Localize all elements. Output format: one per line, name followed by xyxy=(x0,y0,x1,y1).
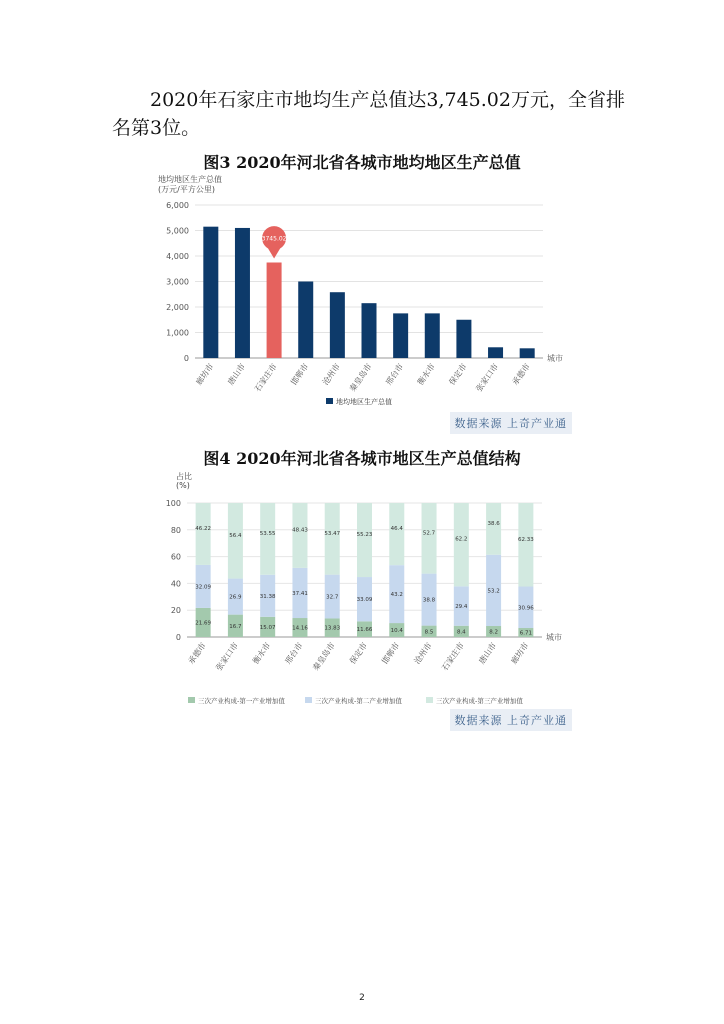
x-tick-label: 承德市 xyxy=(186,640,208,666)
x-tick-label: 邯郸市 xyxy=(380,640,402,666)
data-label: 52.7 xyxy=(422,530,436,537)
y-axis-label: (万元/平方公里) xyxy=(158,185,215,194)
data-label: 46.22 xyxy=(195,525,212,532)
data-label: 43.2 xyxy=(390,592,403,599)
data-label: 33.09 xyxy=(356,597,373,604)
bar xyxy=(203,227,218,358)
bar xyxy=(235,228,250,358)
bar xyxy=(298,282,313,359)
stacked-bar-segment xyxy=(454,503,469,586)
x-axis-label: 城市 xyxy=(546,633,562,642)
y-tick-label: 0 xyxy=(175,633,181,642)
y-tick-label: 3,000 xyxy=(166,277,189,287)
y-tick-label: 6,000 xyxy=(166,201,189,210)
data-label: 38.8 xyxy=(422,597,436,604)
data-label: 56.4 xyxy=(229,532,242,539)
bar xyxy=(330,292,345,358)
stacked-bar-segment xyxy=(228,503,243,579)
stacked-bar-segment xyxy=(292,503,307,568)
chart1-source-badge: 数据来源 上奇产业通 xyxy=(450,412,573,434)
x-tick-label: 唐山市 xyxy=(225,361,248,387)
bar xyxy=(520,348,535,358)
chart2 xyxy=(150,467,590,707)
x-tick-label: 邯郸市 xyxy=(289,361,311,387)
stacked-bar-segment xyxy=(486,503,501,555)
data-label: 16.7 xyxy=(229,623,242,630)
x-tick-label: 邢台市 xyxy=(384,361,406,387)
data-label: 46.4 xyxy=(390,526,403,533)
x-tick-label: 邢台市 xyxy=(283,640,305,666)
page-number: 2 xyxy=(359,993,365,1003)
x-tick-label: 衡水市 xyxy=(415,361,437,387)
legend-label: 地均地区生产总值 xyxy=(336,398,392,406)
y-tick-label: 20 xyxy=(170,606,181,616)
data-label: 21.69 xyxy=(195,620,212,627)
y-tick-label: 1,000 xyxy=(166,328,189,338)
bar xyxy=(425,313,440,358)
data-label: 62.2 xyxy=(455,536,468,543)
legend-swatch xyxy=(426,697,433,703)
legend-label: 三次产业构成-第一产业增加值 xyxy=(198,697,285,705)
x-tick-label: 承德市 xyxy=(510,361,532,387)
data-label: 53.55 xyxy=(259,530,276,537)
y-axis-label: 地均地区生产总值 xyxy=(158,175,222,184)
x-tick-label: 唐山市 xyxy=(477,640,499,666)
y-tick-label: 4,000 xyxy=(166,252,189,261)
stacked-bar-segment xyxy=(357,503,372,577)
x-tick-label: 沧州市 xyxy=(320,361,343,387)
intro-paragraph: 2020年石家庄市地均生产总值达3,745.02万元，全省排名第3位。 xyxy=(112,89,625,139)
stacked-bar-segment xyxy=(422,503,437,574)
stacked-bar-segment xyxy=(196,503,211,565)
bar xyxy=(488,347,503,358)
legend-label: 三次产业构成-第三产业增加值 xyxy=(436,697,523,705)
x-tick-label: 秦皇岛市 xyxy=(311,640,337,673)
data-label: 55.23 xyxy=(356,532,373,539)
data-label: 13.83 xyxy=(324,625,341,632)
chart1-svg xyxy=(150,172,590,412)
data-label: 30.96 xyxy=(517,605,534,612)
y-tick-label: 5,000 xyxy=(166,226,189,236)
x-tick-label: 沧州市 xyxy=(412,640,434,666)
data-label: 38.6 xyxy=(487,520,500,527)
data-label: 29.4 xyxy=(455,604,468,611)
legend-swatch xyxy=(305,697,312,703)
data-label: 32.7 xyxy=(326,594,339,601)
legend-swatch xyxy=(188,697,195,703)
x-tick-label: 廊坊市 xyxy=(509,640,531,666)
x-axis-label: 城市 xyxy=(547,354,563,363)
stacked-bar-segment xyxy=(260,503,275,575)
data-label: 53.2 xyxy=(487,588,500,595)
chart1 xyxy=(150,172,590,412)
data-label: 32.09 xyxy=(195,584,212,591)
data-label: 26.9 xyxy=(229,594,242,601)
y-tick-label: 40 xyxy=(170,579,181,589)
x-tick-label: 张家口市 xyxy=(474,361,501,394)
data-label: 14.16 xyxy=(292,625,308,632)
x-tick-label: 石家庄市 xyxy=(440,640,466,673)
x-tick-label: 保定市 xyxy=(447,361,469,387)
chart1-title: 图3 2020年河北省各城市地均地区生产总值 xyxy=(203,153,521,172)
data-label: 37.41 xyxy=(292,590,308,597)
data-label: 15.07 xyxy=(259,624,276,631)
x-tick-label: 石家庄市 xyxy=(253,361,279,394)
stacked-bar-segment xyxy=(518,503,533,587)
bar xyxy=(456,320,471,358)
data-label: 48.43 xyxy=(292,527,308,534)
y-axis-label: 占比 xyxy=(176,472,192,481)
data-label: 62.33 xyxy=(517,536,534,543)
y-tick-label: 80 xyxy=(170,525,181,535)
data-label: 8.4 xyxy=(456,629,466,636)
data-label: 10.4 xyxy=(390,628,403,635)
data-label: 11.66 xyxy=(356,627,373,634)
y-tick-label: 2,000 xyxy=(166,303,189,312)
y-tick-label: 100 xyxy=(165,499,181,508)
chart2-source-badge: 数据来源 上奇产业通 xyxy=(450,709,573,731)
stacked-bar-segment xyxy=(389,503,404,565)
stacked-bar-segment xyxy=(325,503,340,575)
y-axis-label: (%) xyxy=(176,481,190,490)
y-tick-label: 60 xyxy=(170,552,181,562)
data-label: 3745.02 xyxy=(261,235,287,243)
chart2-svg xyxy=(150,467,590,707)
data-label: 31.38 xyxy=(259,593,276,600)
bar xyxy=(267,263,282,358)
data-label: 8.2 xyxy=(489,629,498,636)
y-tick-label: 0 xyxy=(183,354,189,363)
data-label: 6.71 xyxy=(519,630,532,637)
x-tick-label: 廊坊市 xyxy=(194,361,216,387)
x-tick-label: 衡水市 xyxy=(251,640,273,666)
legend-label: 三次产业构成-第二产业增加值 xyxy=(315,697,402,705)
x-tick-label: 张家口市 xyxy=(214,640,241,673)
legend-swatch xyxy=(326,398,333,404)
data-label: 8.5 xyxy=(424,629,434,636)
chart2-title: 图4 2020年河北省各城市地区生产总值结构 xyxy=(203,449,521,468)
data-label: 53.47 xyxy=(324,530,341,537)
bar xyxy=(393,313,408,358)
x-tick-label: 保定市 xyxy=(348,640,370,666)
bar xyxy=(362,303,377,358)
x-tick-label: 秦皇岛市 xyxy=(347,361,374,394)
